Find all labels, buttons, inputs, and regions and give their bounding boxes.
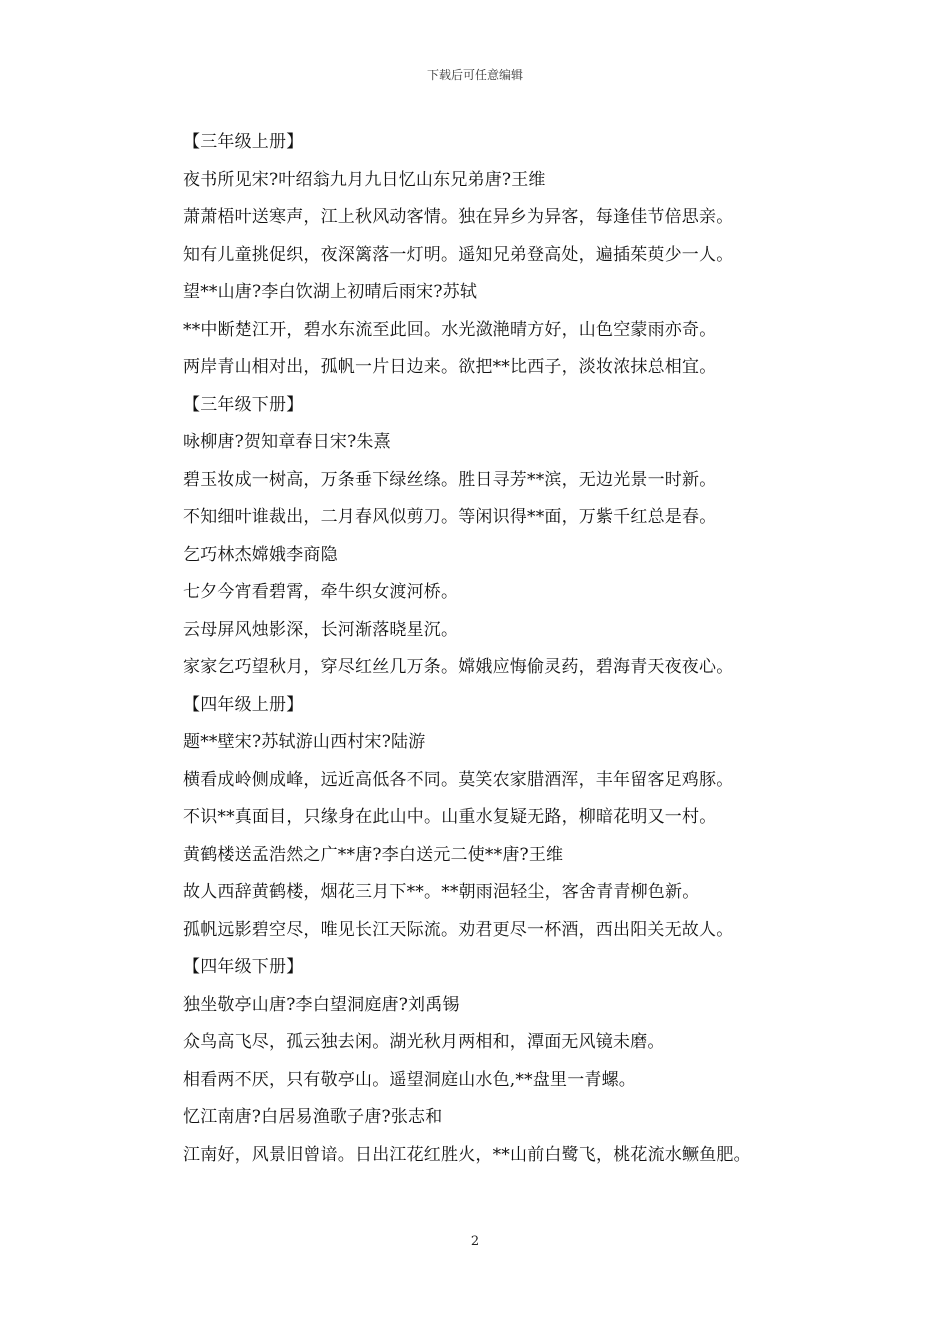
- poem-titles-line: 忆江南唐?白居易渔歌子唐?张志和: [183, 1107, 443, 1127]
- poem-text-line: 不知细叶谁裁出，二月春风似剪刀。等闲识得**面，万紫千红总是春。: [183, 507, 717, 527]
- poem-text-line: 两岸青山相对出，孤帆一片日边来。欲把**比西子，淡妆浓抹总相宜。: [183, 357, 717, 377]
- page-header: 下载后可任意编辑: [426, 68, 523, 82]
- poem-titles-line: 黄鹤楼送孟浩然之广**唐?李白送元二使**唐?王维: [183, 844, 564, 865]
- poem-text-line: 知有儿童挑促织，夜深篱落一灯明。遥知兄弟登高处，遍插茱萸少一人。: [183, 244, 734, 265]
- poem-text-line: 相看两不厌，只有敬亭山。遥望洞庭山水色,**盘里一青螺。: [183, 1069, 637, 1090]
- section-heading-grade3-vol1: 【三年级上册】: [183, 132, 304, 152]
- poem-titles-line: 题**壁宋?苏轼游山西村宋?陆游: [183, 732, 426, 752]
- page-number: 2: [470, 1234, 480, 1249]
- section-heading-grade3-vol2: 【三年级下册】: [183, 394, 304, 415]
- poem-text-line: 不识**真面目，只缘身在此山中。山重水复疑无路，柳暗花明又一村。: [183, 807, 717, 827]
- poem-titles-line: 咏柳唐?贺知章春日宋?朱熹: [183, 432, 391, 452]
- poem-titles-line: 乞巧林杰嫦娥李商隐: [183, 544, 338, 565]
- poem-text-line: 萧萧梧叶送寒声，江上秋风动客情。独在异乡为异客，每逢佳节倍思亲。: [183, 207, 734, 227]
- poem-text-line: 江南好，风景旧曾谙。日出江花红胜火，**山前白鹭飞，桃花流水鳜鱼肥。: [183, 1144, 751, 1165]
- poem-content: [183, 124, 833, 1174]
- poem-text-line: **中断楚江开，碧水东流至此回。水光潋滟晴方好，山色空蒙雨亦奇。: [183, 319, 717, 340]
- poem-text-line: 孤帆远影碧空尽，唯见长江天际流。劝君更尽一杯酒，西出阳关无故人。: [183, 919, 734, 940]
- poem-titles-line: 望**山唐?李白饮湖上初晴后雨宋?苏轼: [183, 282, 478, 302]
- poem-text-line: 碧玉妆成一树高，万条垂下绿丝绦。胜日寻芳**滨，无边光景一时新。: [183, 469, 717, 490]
- poem-titles-line: 独坐敬亭山唐?李白望洞庭唐?刘禹锡: [183, 994, 460, 1015]
- poem-titles-line: 夜书所见宋?叶绍翁九月九日忆山东兄弟唐?王维: [183, 169, 546, 190]
- poem-text-line: 七夕今宵看碧霄，牵牛织女渡河桥。: [183, 582, 459, 602]
- section-heading-grade4-vol1: 【四年级上册】: [183, 694, 304, 715]
- section-heading-grade4-vol2: 【四年级下册】: [183, 957, 304, 977]
- poem-text-line: 横看成岭侧成峰，远近高低各不同。莫笑农家腊酒浑，丰年留客足鸡豚。: [183, 769, 734, 790]
- poem-text-line: 故人西辞黄鹤楼，烟花三月下**。**朝雨浥轻尘，客舍青青柳色新。: [183, 882, 700, 902]
- poem-text-line: 云母屏风烛影深，长河渐落晓星沉。: [183, 619, 459, 640]
- poem-text-line: 家家乞巧望秋月，穿尽红丝几万条。嫦娥应悔偷灵药，碧海青天夜夜心。: [183, 657, 734, 677]
- poem-text-line: 众鸟高飞尽，孤云独去闲。湖光秋月两相和，潭面无风镜未磨。: [183, 1032, 665, 1052]
